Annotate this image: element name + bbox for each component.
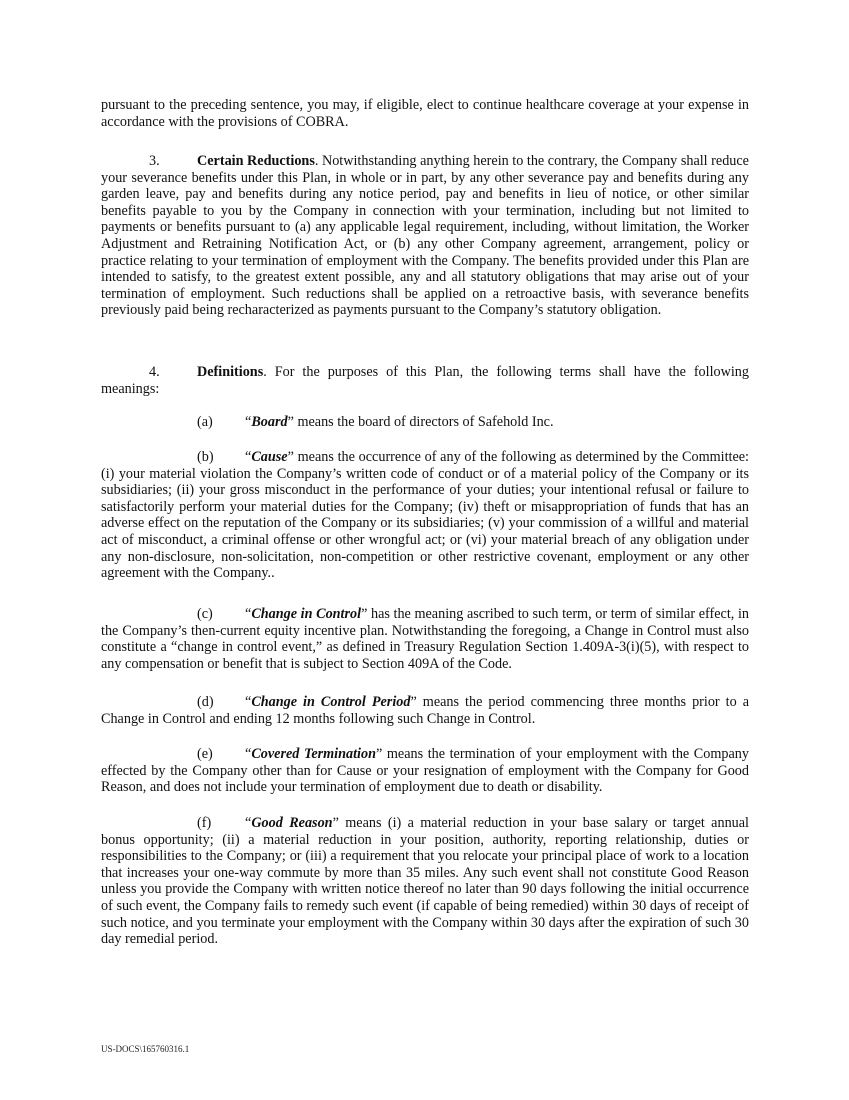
close-quote: ” [287, 414, 294, 430]
definition-change-in-control [101, 606, 749, 672]
definition-term: Board [251, 414, 288, 430]
definition-change-in-control-period [101, 694, 749, 727]
section-3-text: . Notwithstanding anything herein to the contrary, the Company shall reduce your severance benefits under this Plan, in whole or in part, by any other severance pay and benefits during any garden leave, pay and benefits during any notice period, pay and benefits in lieu of notice, or other similar benefits payable to you by the Company in connection with your termination, including but not limited to payments or benefits pursuant to (a) any applicable legal requirement, including, without limitation, the Worker Adjustment and Retraining Notification Act, or (b) any other Company agreement, arrangement, policy or practice relating to your termination of employment with the Company. The benefits provided under this Plan are intended to satisfy, to the greatest extent possible, any and all statutory obligations that may arise out of your termination of employment. Such reductions shall be applied on a retroactive basis, with severance benefits previously paid being recharacterized as payments pursuant to the Company’s statutory obligation. [101, 153, 749, 319]
close-quote: ” [287, 449, 294, 465]
section-4-text: . For the purposes of this Plan, the following terms shall have the following meanings: [101, 364, 749, 397]
open-quote: “ [245, 449, 252, 465]
open-quote: “ [245, 746, 252, 762]
definition-term: Change in Control Period [251, 694, 411, 710]
section-3-number: 3. [149, 153, 160, 169]
section-4-paragraph [101, 364, 749, 397]
definition-text: means the termination of your employment with the Company effected by the Company other than for Cause or your resignation of employment with the Company for Good Reason, and does not include your termination of employment due to death or disability. [101, 746, 749, 796]
close-quote: ” [375, 746, 383, 762]
definition-term: Cause [251, 449, 288, 465]
definition-text: means (i) a material reduction in your base salary or target annual bonus opportunity; (ii) a material reduction in your position, authority, reporting relationship, duties or responsibilities to the Company; or (iii) a requirement that you relocate your principal place of work to a location that increases your one-way commute by more than 35 miles. Any such event shall not constitute Good Reason unless you provide the Company with written notice thereof no later than 90 days following the initial occurrence of such event, the Company fails to remedy such event (if capable of being remedied) within 30 days of receipt of such notice, and you terminate your employment with the Company within 30 days after the expiration of such 30 day remedial period. [101, 815, 749, 948]
definition-covered-termination [101, 746, 749, 796]
definition-text: means the occurrence of any of the following as determined by the Committee: (i) your material violation the Company’s written code of conduct or of a material policy of the Company or its subsidiaries; (ii) your gross misconduct in the performance of your duties; your intentional refusal or failure to satisfactorily perform your material duties for the Company; (iv) theft or misappropriation of funds that has an adverse effect on the reputation of the Company or its subsidiaries; (v) your commission of a willful and material act of misconduct, a criminal offense or other wrongful act; or (vi) your material breach of any obligation under any non-disclosure, non-solicitation, non-competition or other restrictive covenant, employment or any other agreement with the Company.. [101, 449, 749, 582]
open-quote: “ [245, 694, 252, 710]
close-quote: ” [410, 694, 417, 710]
section-4-number: 4. [149, 364, 160, 380]
definition-board [101, 414, 749, 431]
definition-letter: (f) [197, 815, 212, 831]
close-quote: ” [332, 815, 339, 831]
definition-letter: (e) [197, 746, 213, 762]
close-quote: ” [361, 606, 368, 622]
definition-cause [101, 449, 749, 582]
open-quote: “ [245, 414, 252, 430]
intro-text: pursuant to the preceding sentence, you may, if eligible, elect to continue healthcare coverage at your expense in accordance with the provisions of COBRA. [101, 97, 749, 130]
definition-term: Covered Termination [251, 746, 376, 762]
definition-text: means the period commencing three months prior to a Change in Control and ending 12 months following such Change in Control. [101, 694, 749, 727]
intro-paragraph [101, 97, 749, 130]
definition-letter: (b) [197, 449, 214, 465]
open-quote: “ [245, 606, 252, 622]
definition-good-reason [101, 815, 749, 948]
definition-text: has the meaning ascribed to such term, or term of similar effect, in the Company’s then-current equity incentive plan. Notwithstanding the foregoing, a Change in Control must also constitute a “change in control event,” as defined in Treasury Regulation Section 1.409A-3(i)(5), with respect to any compensation or benefit that is subject to Section 409A of the Code. [101, 606, 749, 672]
section-3-paragraph [101, 153, 749, 319]
definition-letter: (c) [197, 606, 213, 622]
footer-doc-id: US-DOCS\165760316.1 [101, 1044, 190, 1054]
section-3-title: Certain Reductions [197, 153, 315, 169]
definition-text: means the board of directors of Safehold Inc. [293, 414, 554, 430]
definition-letter: (a) [197, 414, 213, 430]
definition-term: Good Reason [251, 815, 333, 831]
section-4-title: Definitions [197, 364, 264, 380]
open-quote: “ [245, 815, 252, 831]
definition-term: Change in Control [251, 606, 362, 622]
definition-letter: (d) [197, 694, 214, 710]
